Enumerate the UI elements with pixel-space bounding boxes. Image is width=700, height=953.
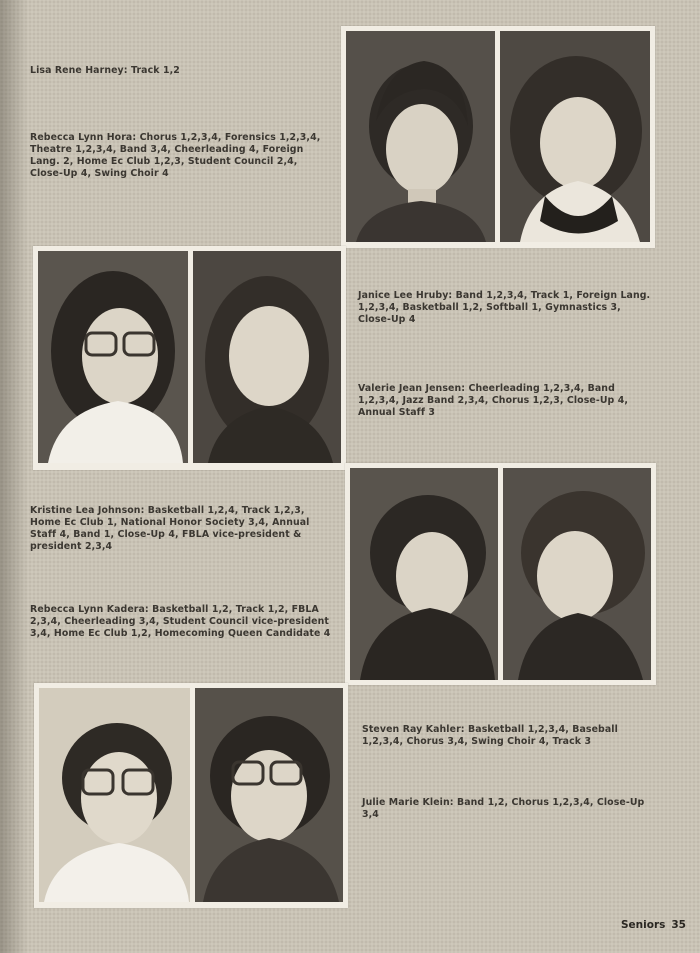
- portrait-kadera: [503, 468, 651, 680]
- bio-hruby: Janice Lee Hruby: Band 1,2,3,4, Track 1, Foreign Lang. 1,2,3,4, Basketball 1,2, Softball 1, Gymnastics 3, Close-Up 4: [358, 290, 651, 325]
- student-activities: Band 1,2,3,4, Track 1, Foreign Lang. 1,2,3,4, Basketball 1,2, Softball 1, Gymnastics 3, Close-Up 4: [358, 290, 651, 325]
- binding-shadow: [0, 0, 28, 953]
- photo-block-harney-hora: [341, 26, 655, 248]
- student-activities: Basketball 1,2,4, Track 1,2,3, Home Ec Club 1, National Honor Society 3,4, Annual Staff 4, Band 1, Close-Up 4, FBLA vice-president & president 2,3,4: [30, 505, 310, 552]
- page-number: 35: [671, 919, 686, 931]
- bio-jensen: Valerie Jean Jensen: Cheerleading 1,2,3,4, Band 1,2,3,4, Jazz Band 2,3,4, Chorus 1,2,3, Close-Up 4, Annual Staff 3: [358, 383, 629, 418]
- bio-johnson: Kristine Lea Johnson: Basketball 1,2,4, Track 1,2,3, Home Ec Club 1, National Honor Society 3,4, Annual Staff 4, Band 1, Close-Up 4, FBLA vice-president & president 2,3,4: [30, 505, 310, 552]
- student-activities: Basketball 1,2, Track 1,2, FBLA 2,3,4, Cheerleading 3,4, Student Council vice-president 3,4, Home Ec Club 1,2, Homecoming Queen Candidate 4: [30, 604, 331, 639]
- student-activities: Cheerleading 1,2,3,4, Band 1,2,3,4, Jazz Band 2,3,4, Chorus 1,2,3, Close-Up 4, Annual Staff 3: [358, 383, 629, 418]
- portrait-johnson: [350, 468, 498, 680]
- student-name: Lisa Rene Harney: [30, 65, 124, 76]
- bio-kadera: Rebecca Lynn Kadera: Basketball 1,2, Track 1,2, FBLA 2,3,4, Cheerleading 3,4, Student Council vice-president 3,4, Home Ec Club 1,2, Homecoming Queen Candidate 4: [30, 604, 331, 639]
- portrait-hora-image: [500, 31, 650, 242]
- portrait-harney-image: [346, 31, 495, 242]
- student-activities: Chorus 1,2,3,4, Forensics 1,2,3,4, Theatre 1,2,3,4, Band 3,4, Cheerleading 4, Foreign Lang. 2, Home Ec Club 1,2,3, Student Council 2,4, Close-Up 4, Swing Choir 4: [30, 132, 321, 179]
- portrait-hruby-image: [38, 251, 188, 463]
- student-name: Rebecca Lynn Hora: [30, 132, 133, 143]
- student-name: Steven Ray Kahler: [362, 724, 461, 735]
- portrait-hora: [500, 31, 650, 242]
- portrait-klein-image: [195, 688, 343, 902]
- student-activities: Basketball 1,2,3,4, Baseball 1,2,3,4, Chorus 3,4, Swing Choir 4, Track 3: [362, 724, 618, 747]
- portrait-kahler: [39, 688, 190, 902]
- portrait-johnson-image: [350, 468, 498, 680]
- student-activities: Track 1,2: [131, 65, 180, 76]
- bio-hora: Rebecca Lynn Hora: Chorus 1,2,3,4, Forensics 1,2,3,4, Theatre 1,2,3,4, Band 3,4, Cheerleading 4, Foreign Lang. 2, Home Ec Club 1,2,3, Student Council 2,4, Close-Up 4, Swing Choir 4: [30, 132, 321, 179]
- portrait-jensen-image: [193, 251, 341, 463]
- section-title: Seniors: [620, 919, 666, 931]
- student-name: Kristine Lea Johnson: [30, 505, 141, 516]
- student-activities: Band 1,2, Chorus 1,2,3,4, Close-Up 3,4: [362, 797, 645, 820]
- bio-klein: Julie Marie Klein: Band 1,2, Chorus 1,2,3,4, Close-Up 3,4: [362, 797, 645, 820]
- photo-block-kahler-klein: [34, 683, 348, 908]
- student-name: Janice Lee Hruby: [358, 290, 449, 301]
- page-footer: [621, 919, 686, 931]
- portrait-kahler-image: [39, 688, 190, 902]
- portrait-klein: [195, 688, 343, 902]
- portrait-kadera-image: [503, 468, 651, 680]
- portrait-hruby: [38, 251, 188, 463]
- student-name: Valerie Jean Jensen: [358, 383, 462, 394]
- photo-block-hruby-jensen: [33, 246, 346, 470]
- portrait-jensen: [193, 251, 341, 463]
- portrait-harney: [346, 31, 495, 242]
- student-name: Julie Marie Klein: [362, 797, 450, 808]
- photo-block-johnson-kadera: [345, 463, 656, 685]
- student-name: Rebecca Lynn Kadera: [30, 604, 145, 615]
- bio-kahler: Steven Ray Kahler: Basketball 1,2,3,4, Baseball 1,2,3,4, Chorus 3,4, Swing Choir 4, Track 3: [362, 724, 618, 747]
- bio-harney: Lisa Rene Harney: Track 1,2: [30, 65, 180, 76]
